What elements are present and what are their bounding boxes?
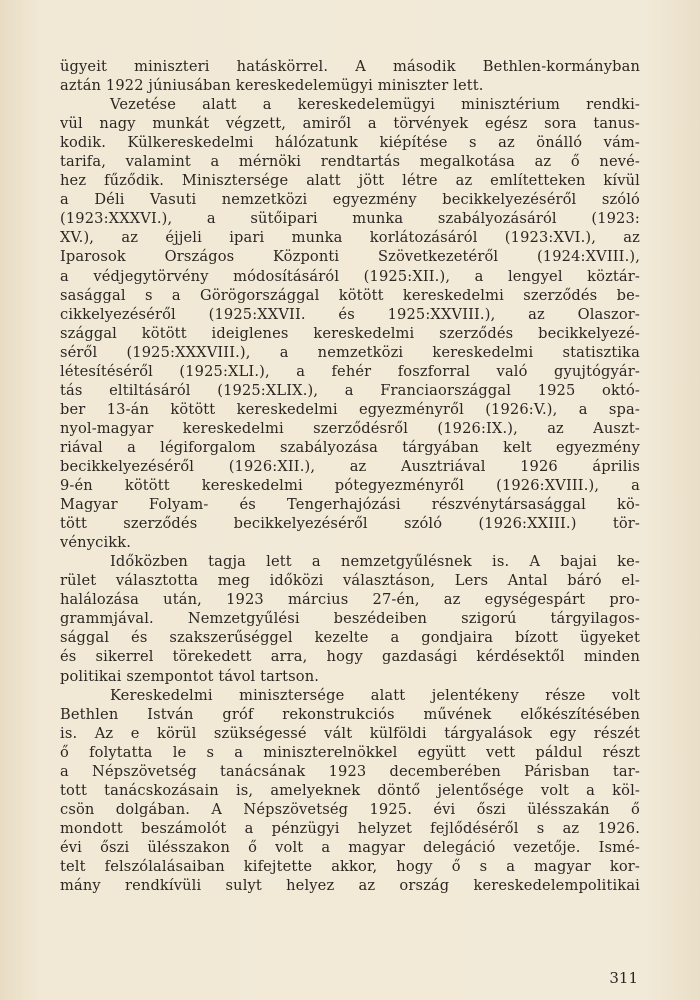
text-line: hez fűződik. Minisztersége alatt jött létre az említetteken kívül <box>60 172 640 190</box>
text-line: csön dolgában. A Népszövetség 1925. évi őszi ülésszakán ő <box>60 800 640 818</box>
text-line: évi őszi ülésszakon ő volt a magyar delegáció vezetője. Ismé- <box>60 838 640 856</box>
text-line: politikai szempontot távol tartson. <box>60 667 320 685</box>
text-line: Iparosok Országos Központi Szövetkezetéről (1924:XVIII.), <box>60 248 640 266</box>
paragraph-1 <box>60 57 640 95</box>
text-line: ő folytatta le s a miniszterelnökkel együtt vett páldul részt <box>60 743 640 761</box>
text-line: ber 13-án kötött kereskedelmi egyezményről (1926:V.), a spa- <box>60 400 640 418</box>
text-line: tarifa, valamint a mérnöki rendtartás megalkotása az ő nevé- <box>60 153 640 171</box>
text-line: tött szerződés becikkelyezéséről szóló (1926:XXIII.) tör- <box>60 515 640 533</box>
text-line: tott tanácskozásain is, amelyeknek döntő jelentősége volt a köl- <box>60 781 640 799</box>
paragraph-3 <box>60 552 640 685</box>
body-text <box>60 57 640 895</box>
text-line: létesítéséről (1925:XLI.), a fehér foszforral való gyujtógyár- <box>60 362 640 380</box>
text-line: vénycikk. <box>60 534 132 552</box>
text-line: 9-én kötött kereskedelmi pótegyezményről (1926:XVIII.), a <box>60 477 640 495</box>
text-line: Vezetése alatt a kereskedelemügyi minisztérium rendki- <box>110 96 640 114</box>
text-line: nyol-magyar kereskedelmi szerződésről (1926:IX.), az Auszt- <box>60 419 640 437</box>
paragraph-2 <box>60 95 640 552</box>
text-line: halálozása után, 1923 március 27-én, az egységespárt pro- <box>60 591 640 609</box>
text-line: rület választotta meg időközi választáson, Lers Antal báró el- <box>60 572 640 590</box>
text-line: (1923:XXXVI.), a sütőipari munka szabályozásáról (1923: <box>60 210 640 228</box>
text-line: mány rendkívüli sulyt helyez az ország kereskedelempolitikai <box>60 877 640 895</box>
text-line: kodik. Külkereskedelmi hálózatunk kiépítése s az önálló vám- <box>60 134 640 152</box>
text-line: XV.), az éjjeli ipari munka korlátozásáról (1923:XVI.), az <box>60 229 640 247</box>
text-line: ügyeit miniszteri hatáskörrel. A második Bethlen-kormányban <box>60 58 640 75</box>
text-line: a Népszövetség tanácsának 1923 decemberében Párisban tar- <box>60 762 640 780</box>
text-line: riával a légiforgalom szabályozása tárgyában kelt egyezmény <box>60 438 640 456</box>
text-line: cikkelyezéséről (1925:XXVII. és 1925:XXVIII.), az Olaszor- <box>60 305 640 323</box>
text-line: Bethlen István gróf rekonstrukciós művének előkészítésében <box>60 705 640 723</box>
paragraph-4 <box>60 686 640 896</box>
text-line: vül nagy munkát végzett, amiről a törvények egész sora tanus- <box>60 115 640 133</box>
text-line: sasággal s a Görögországgal kötött kereskedelmi szerződés be- <box>60 286 640 304</box>
text-line: séről (1925:XXXVIII.), a nemzetközi kereskedelmi statisztika <box>60 343 640 361</box>
text-line: Kereskedelmi minisztersége alatt jelentékeny része volt <box>110 686 640 704</box>
text-line: Magyar Folyam- és Tengerhajózási részvénytársasággal kö- <box>60 496 640 514</box>
text-line: sággal és szakszerűséggel kezelte a gondjaira bízott ügyeket <box>60 629 640 647</box>
text-line: mondott beszámolót a pénzügyi helyzet fejlődéséről s az 1926. <box>60 819 640 837</box>
text-line: aztán 1922 júniusában kereskedelemügyi miniszter lett. <box>60 77 484 95</box>
text-line: Időközben tagja lett a nemzetgyűlésnek is. A bajai ke- <box>110 553 640 571</box>
text-line: és sikerrel törekedett arra, hogy gazdasági kérdésektől minden <box>60 648 640 666</box>
text-line: telt felszólalásaiban kifejtette akkor, hogy ő s a magyar kor- <box>60 857 640 875</box>
page-number: 311 <box>609 969 638 987</box>
text-line: a Déli Vasuti nemzetközi egyezmény becikkelyezéséről szóló <box>60 191 640 209</box>
text-line: tás eltiltásáról (1925:XLIX.), a Franciaországgal 1925 októ- <box>60 381 640 399</box>
text-line: becikkelyezéséről (1926:XII.), az Ausztriával 1926 április <box>60 457 640 475</box>
text-line: grammjával. Nemzetgyűlési beszédeiben szigorú tárgyilagos- <box>60 610 640 628</box>
text-line: szággal kötött ideiglenes kereskedelmi szerződés becikkelyezé- <box>60 324 640 342</box>
text-line: is. Az e körül szükségessé vált külföldi tárgyalások egy részét <box>60 724 640 742</box>
text-line: a védjegytörvény módosításáról (1925:XII.), a lengyel köztár- <box>60 267 640 285</box>
